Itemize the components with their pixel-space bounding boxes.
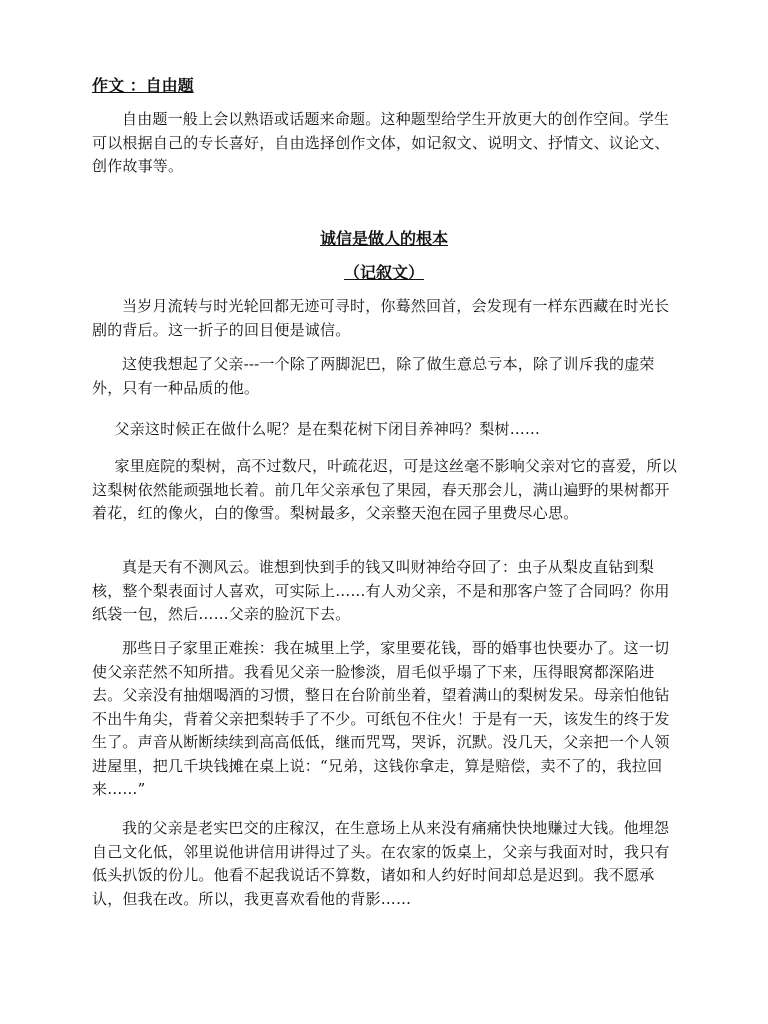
essay-paragraph: 当岁月流转与时光轮回都无迹可寻时，你蓦然回首，会发现有一样东西藏在时光长剧的背后。这一折子的回目便是诚信。 xyxy=(92,297,670,339)
essay-paragraph: 真是天有不测风云。谁想到快到手的钱又叫财神给夺回了：虫子从梨皮直钻到梨核，整个梨表面讨人喜欢，可实际上……有人劝父亲，不是和那客户签了合同吗？你用纸袋一包，然后……父亲的脸沉下去。 xyxy=(92,558,670,623)
essay-paragraph: 家里庭院的梨树，高不过数尺，叶疏花迟，可是这丝毫不影响父亲对它的喜爱，所以这梨树依然能顽强地长着。前几年父亲承包了果园，春天那会儿，满山遍野的果树都开着花，红的像火，白的像雪。梨树最多，父亲整天泡在园子里费尽心思。 xyxy=(92,457,677,522)
essay-paragraph: 父亲这时候正在做什么呢？是在梨花树下闭目养神吗？梨树…… xyxy=(114,420,541,438)
intro-paragraph: 自由题一般上会以熟语或话题来命题。这种题型给学生开放更大的创作空间。学生可以根据自己的专长喜好，自由选择创作文体，如记叙文、说明文、抒情文、议论文、创作故事等。 xyxy=(92,110,670,175)
section-heading: 作文 ：自由题 xyxy=(92,76,194,95)
essay-subtitle: （记叙文） xyxy=(343,263,424,282)
essay-paragraph: 我的父亲是老实巴交的庄稼汉，在生意场上从来没有痛痛快快地赚过大钱。他埋怨自己文化低，邻里说他讲信用讲得过了头。在农家的饭桌上，父亲与我面对时，我只有低头扒饭的份儿。他看不起我说话不算数，诸如和人约好时间却总是迟到。我不愿承认，但我在改。所以，我更喜欢看他的背影…… xyxy=(92,819,670,908)
essay-title: 诚信是做人的根本 xyxy=(319,229,448,248)
essay-paragraph: 那些日子家里正难挨：我在城里上学，家里要花钱，哥的婚事也快要办了。这一切使父亲茫然不知所措。我看见父亲一脸惨淡，眉毛似乎塌了下来，压得眼窝都深陷进去。父亲没有抽烟喝酒的习惯，整日在台阶前坐着，望着满山的梨树发呆。母亲怕他钻不出牛角尖，背着父亲把梨转手了不少。可纸包不住火！于是有一天，该发生的终于发生了。声音从断断续续到高高低低，继而咒骂，哭诉，沉默。没几天，父亲把一个人领进屋里，把几千块钱摊在桌上说：“兄弟，这钱你拿走，算是赔偿，卖不了的，我拉回来……” xyxy=(92,639,670,798)
essay-paragraph: 这使我想起了父亲---一个除了两脚泥巴，除了做生意总亏本，除了训斥我的虚荣外，只有一种品质的他。 xyxy=(92,355,655,397)
